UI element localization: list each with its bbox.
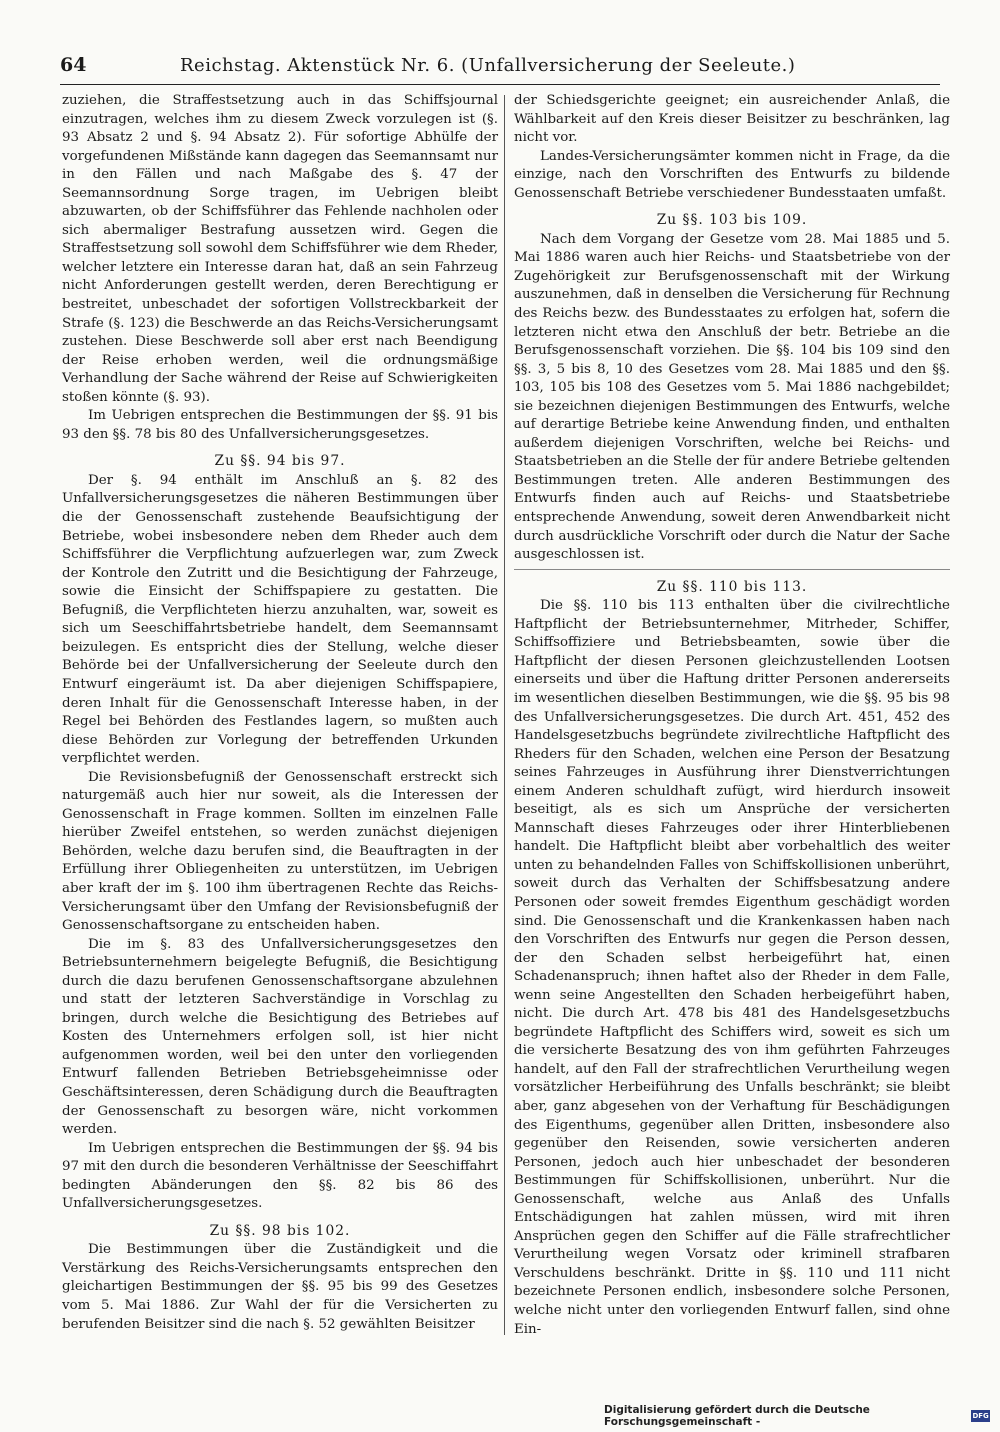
section-rule (514, 569, 950, 570)
paragraph: Die §§. 110 bis 113 enthalten über die civilrechtliche Haftpflicht der Betriebsunternehmer, Mitrheder, Schiffer, Schiffsoffiziere und Betriebsbeamten, sowie über die Haftpflicht der diesen Personen gleichzustellenden Lootsen einerseits und über die Haftung dritter Personen andererseits im wesentlichen dieselben Bestimmungen, wie die §§. 95 bis 98 des Unfallversicherungsgesetzes. Die durch Art. 451, 452 des Handelsgesetzbuchs begründete zivilrechtliche Haftpflicht des Rheders für den Schaden, welchen eine Person der Besatzung seines Fahrzeuges in Ausführung ihrer Dienstverrichtungen einem Anderen schuldhaft zufügt, wird hierdurch insoweit beseitigt, als es sich um Ansprüche der versicherten Mannschaft dieses Fahrzeuges oder ihrer Hinterbliebenen handelt. Die Haftpflicht bleibt aber vorbehaltlich des weiter unten zu behandelnden Falles von Schiffskollisionen unberührt, soweit durch das Verhalten der Schiffsbesatzung andere Personen oder soweit fremdes Eigenthum geschädigt worden sind. Die Genossenschaft und die Krankenkassen haben nach den Vorschriften des Entwurfs nur gegen die Person dessen, der den Schaden selbst herbeigeführt hat, einen Schadenanspruch; ihnen haftet also der Rheder in dem Falle, wenn seine Angestellten den Schaden herbeigeführt haben, nicht. Die durch Art. 478 bis 481 des Handelsgesetzbuchs begründete Haftpflicht des Schiffers wird, soweit es sich um die versicherte Besatzung des von ihm geführten Fahrzeuges handelt, auf den Fall der strafrechtlichen Verurtheilung wegen vorsätzlicher Herbeiführung des Unfalls beschränkt; sie bleibt aber, ganz abgesehen von der Verhaftung für Beschädigungen des Eigenthums, gegenüber allen Dritten, insbesondere also gegenüber den Reisenden, sowie versicherten anderen Personen, jedoch auch hier unbeschadet der besonderen Bestimmungen für Schiffskollisionen, unberührt. Nur die Genossenschaft, welche aus Anlaß des Unfalls Entschädigungen hat zahlen müssen, wird mit ihren Ansprüchen gegen den Schiffer auf die Fälle strafrechtlicher Verurtheilung wegen Vorsatz oder kriminell strafbaren Verschuldens beschränkt. Dritte in §§. 110 und 111 nicht bezeichnete Personen endlich, insbesondere solche Personen, welche nicht unter den vorliegenden Entwurf fallen, sind ohne Ein- (514, 598, 950, 1337)
paragraph: Im Uebrigen entsprechen die Bestimmungen der §§. 91 bis 93 den §§. 78 bis 80 des Unfallversicherungsgesetzes. (62, 408, 498, 442)
paragraph: Der §. 94 enthält im Anschluß an §. 82 des Unfallversicherungsgesetzes die näheren Bestimmungen über die der Genossenschaft zustehende Beaufsichtigung der Betriebe, wobei insbesondere neben dem Rheder auch dem Schiffsführer die Verpflichtung aufzuerlegen war, zum Zweck der Kontrole den Zutritt und die Besichtigung der Fahrzeuge, sowie die Einsicht der Schiffspapiere zu gestatten. Die Befugniß, die Verpflichteten hierzu anzuhalten, war, soweit es sich um Seeschiffahrtsbetriebe handelt, dem Seemannsamt beizulegen. Es entspricht dies der Stellung, welche dieser Behörde bei der Unfallversicherung der Seeleute durch den Entwurf eingeräumt ist. Da aber diejenigen Schiffspapiere, deren Inhalt für die Genossenschaft Interesse haben, in der Regel bei Behörden des Festlandes lagern, so mußten auch diese Behörden zur Vorlegung der betreffenden Urkunden verpflichtet werden. (62, 472, 498, 767)
header-rule (60, 84, 940, 85)
dfg-logo: DFG (972, 1412, 989, 1420)
column-divider (504, 95, 505, 1335)
footer-credit: Digitalisierung gefördert durch die Deutsche Forschungsgemeinschaft - (604, 1404, 870, 1428)
digitization-footer (604, 1404, 990, 1428)
right-column (514, 92, 950, 1339)
left-column (62, 92, 498, 1334)
section-heading: Zu §§. 103 bis 109. (656, 212, 808, 229)
paragraph: Die Revisionsbefugniß der Genossenschaft erstreckt sich naturgemäß auch hier nur soweit, als die Interessen der Genossenschaft in Frage kommen. Sollten im einzelnen Falle hierüber Zweifel entstehen, so werden zunächst diejenigen Behörden, welche dazu berufen sind, die Beauftragten in der Erfüllung ihrer Obliegenheiten zu unterstützen, im Uebrigen aber kraft der im §. 100 ihm übertragenen Rechte das Reichs-Versicherungsamt über den Umfang der Revisionsbefugniß der Genossenschaftsorgane zu entscheiden haben. (62, 769, 498, 934)
page-number: 64 (60, 54, 87, 76)
running-title: Reichstag. Aktenstück Nr. 6. (Unfallversicherung der Seeleute.) (180, 55, 796, 76)
page-header (60, 54, 940, 82)
section-heading: Zu §§. 94 bis 97. (214, 453, 346, 470)
paragraph: Landes-Versicherungsämter kommen nicht in Frage, da die einzige, nach den Vorschriften des Entwurfs zu bildende Genossenschaft Betriebe verschiedener Bundesstaaten umfaßt. (514, 148, 950, 201)
section-heading: Zu §§. 110 bis 113. (656, 578, 808, 595)
paragraph: Im Uebrigen entsprechen die Bestimmungen der §§. 94 bis 97 mit den durch die besonderen Verhältnisse der Seeschiffahrt bedingten Abänderungen den §§. 82 bis 86 des Unfallversicherungsgesetzes. (62, 1140, 498, 1212)
paragraph: Die im §. 83 des Unfallversicherungsgesetzes den Betriebsunternehmern beigelegte Befugniß, die Besichtigung durch die dazu berufenen Genossenschaftsorgane abzulehnen und statt der letzteren Sachverständige in Vorschlag zu bringen, durch welche die Besichtigung des Betriebes auf Kosten des Unternehmers erfolgen soll, ist hier nicht aufgenommen worden, weil bei den unter den vorliegenden Entwurf fallenden Betrieben Betriebsgeheimnisse oder Geschäftsinteressen, deren Schädigung durch die Beauftragten der Genossenschaft zu besorgen wäre, nicht vorkommen werden. (62, 936, 498, 1138)
section-heading: Zu §§. 98 bis 102. (209, 1222, 351, 1239)
paragraph: Die Bestimmungen über die Zuständigkeit und die Verstärkung des Reichs-Versicherungsamts entsprechen den gleichartigen Bestimmungen der §§. 95 bis 99 des Gesetzes vom 5. Mai 1886. Zur Wahl der für die Versicherten zu berufenden Beisitzer sind die nach §. 52 gewählten Beisitzer (62, 1242, 498, 1332)
paragraph: Nach dem Vorgang der Gesetze vom 28. Mai 1885 und 5. Mai 1886 waren auch hier Reichs- und Staatsbetriebe von der Zugehörigkeit zur Berufsgenossenschaft mit der Wirkung auszunehmen, daß in denselben die Versicherung für Rechnung des Reichs bezw. des Bundesstaates zu erfolgen hat, sofern die letzteren nicht etwa den Anschluß der betr. Betriebe an die Berufsgenossenschaft vorziehen. Die §§. 104 bis 109 sind den §§. 3, 5 bis 8, 10 des Gesetzes vom 28. Mai 1885 und den §§. 103, 105 bis 108 des Gesetzes vom 5. Mai 1886 nachgebildet; sie bezeichnen diejenigen Bestimmungen des Entwurfs, welche auf derartige Betriebe keine Anwendung finden, und enthalten außerdem diejenigen Vorschriften, welche bei Reichs- und Staatsbetrieben an die Stelle der für andere Betriebe geltenden Bestimmungen treten. Alle anderen Bestimmungen des Entwurfs finden auch auf Reichs- und Staatsbetriebe entsprechende Anwendung, soweit deren Anwendbarkeit nicht durch ausdrückliche Vorschrift oder durch die Natur der Sache ausgeschlossen ist. (514, 231, 950, 563)
paragraph: der Schiedsgerichte geeignet; ein ausreichender Anlaß, die Wählbarkeit auf den Kreis dieser Beisitzer zu beschränken, lag nicht vor. (514, 93, 950, 146)
paragraph: zuziehen, die Straffestsetzung auch in das Schiffsjournal einzutragen, welches ihm zu diesem Zweck vorzulegen ist (§. 93 Absatz 2 und §. 94 Absatz 2). Für sofortige Abhülfe der vorgefundenen Mißstände kann dagegen das Seemannsamt nur in den Fällen und nach Maßgabe des §. 47 der Seemannsordnung Sorge tragen, im Uebrigen bleibt abzuwarten, ob der Schiffsführer das Fehlende nachholen oder sich abermaliger Bestrafung aussetzen wird. Gegen die Straffestsetzung soll sowohl dem Schiffsführer wie dem Rheder, welcher letztere ein Interesse daran hat, daß an sein Fahrzeug nicht Anforderungen gestellt werden, deren Berechtigung er bestreitet, unbeschadet der sofortigen Vollstreckbarkeit der Strafe (§. 123) die Beschwerde an das Reichs-Versicherungsamt zustehen. Diese Beschwerde soll aber erst nach Beendigung der Reise erhoben werden, weil die ordnungsmäßige Verhandlung der Sache während der Reise auf Schwierigkeiten stoßen könnte (§. 93). (62, 93, 498, 405)
